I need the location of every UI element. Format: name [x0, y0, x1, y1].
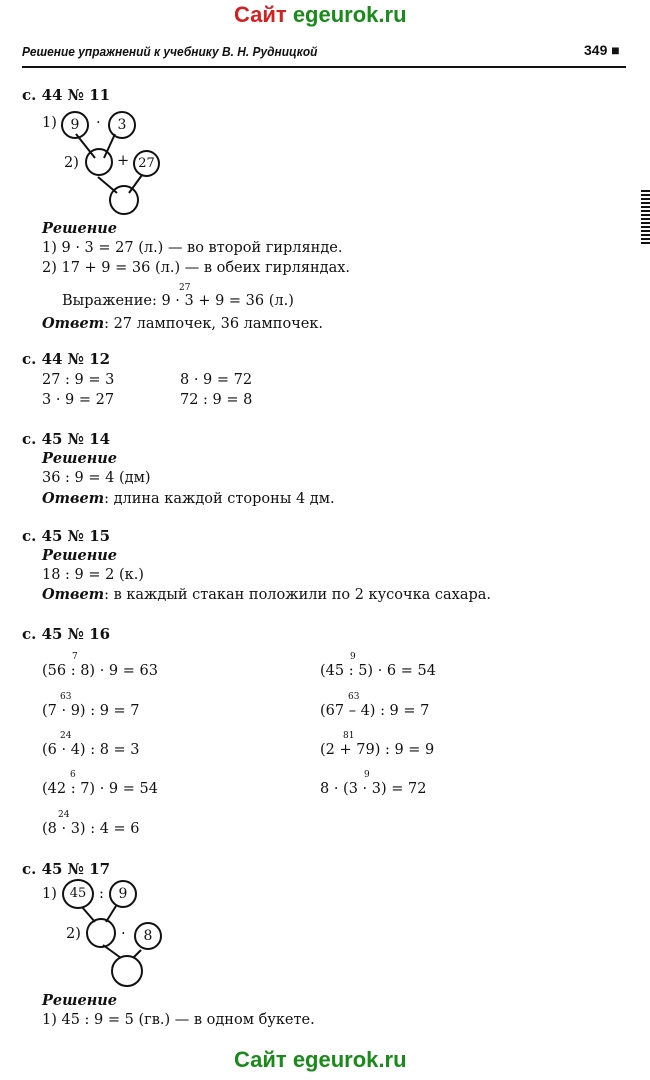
ex12-row2: 3 · 9 = 27	[42, 392, 115, 408]
ex11-circle-result	[109, 185, 139, 215]
ex11-circle-a: 9	[61, 111, 89, 139]
ex16-right-sup-2: 63	[348, 692, 360, 702]
ex17-circle-empty-1	[86, 918, 116, 948]
ex16-left-sup-5: 24	[58, 810, 70, 820]
ex16-left-expr-1: (56 : 8) · 9 = 63	[42, 663, 158, 679]
ex14-line1: 36 : 9 = 4 (дм)	[42, 470, 151, 486]
ex17-circle-a: 45	[62, 879, 94, 909]
ex16-right-expr-3: (2 + 79) : 9 = 9	[320, 742, 435, 758]
ex11-circle-c: 27	[133, 150, 160, 177]
ex16-left-expr-3: (6 · 4) : 8 = 3	[42, 742, 140, 758]
ex11-circle-empty-1	[85, 148, 113, 176]
ex11-answer: Ответ: 27 лампочек, 36 лампочек.	[42, 315, 324, 332]
ex17-diagram-op2: ·	[121, 926, 126, 942]
ex17-diagram-step1: 1)	[42, 886, 57, 902]
ex16-left-sup-2: 63	[60, 692, 72, 702]
site-banner-top: Сайт egeurok.ru	[234, 2, 407, 27]
ex16-right-expr-2: (67 – 4) : 9 = 7	[320, 703, 430, 719]
ex14-answer: Ответ: длина каждой стороны 4 дм.	[42, 490, 335, 507]
ex16-left-sup-3: 24	[60, 731, 72, 741]
ex16-left-expr-5: (8 · 3) : 4 = 6	[42, 821, 140, 837]
ex11-expression: Выражение: 9 · 3 + 9 = 36 (л.)	[62, 293, 294, 309]
site-banner-bottom: Сайт egeurok.ru	[234, 1047, 407, 1072]
ex14-solution-heading: Решение	[42, 450, 118, 467]
ex11-diagram-op2: +	[117, 153, 130, 169]
ex16-right-expr-4: 8 · (3 · 3) = 72	[320, 781, 427, 797]
page-number: 349 ■	[584, 42, 620, 58]
ex16-label: с. 45 № 16	[22, 625, 111, 643]
ex12-row3: 8 · 9 = 72	[180, 372, 253, 388]
ex17-circle-b: 9	[109, 880, 137, 908]
ex17-diagram-op1: :	[99, 886, 104, 902]
ex16-right-sup-4: 9	[364, 770, 370, 780]
ex11-diagram-op1: ·	[96, 115, 101, 131]
ex15-label: с. 45 № 15	[22, 527, 111, 545]
ex11-diagram-step1: 1)	[42, 115, 57, 131]
ex16-right-expr-1: (45 : 5) · 6 = 54	[320, 663, 436, 679]
ex11-line2: 2) 17 + 9 = 36 (л.) — в обеих гирляндах.	[42, 260, 351, 276]
ex17-solution-heading: Решение	[42, 992, 118, 1009]
ex15-solution-heading: Решение	[42, 547, 118, 564]
ex11-circle-b: 3	[108, 111, 136, 139]
ex16-left-expr-4: (42 : 7) · 9 = 54	[42, 781, 158, 797]
ex16-right-sup-1: 9	[350, 652, 356, 662]
ex15-answer: Ответ: в каждый стакан положили по 2 кусочка сахара.	[42, 586, 492, 603]
ex12-row1: 27 : 9 = 3	[42, 372, 115, 388]
ex16-right-sup-3: 81	[343, 731, 355, 741]
ex17-diagram-step2: 2)	[66, 926, 81, 942]
ex14-label: с. 45 № 14	[22, 430, 111, 448]
ex11-diagram-step2: 2)	[64, 155, 79, 171]
ex11-line1: 1) 9 · 3 = 27 (л.) — во второй гирлянде.	[42, 240, 343, 256]
ex17-circle-result	[111, 955, 143, 987]
ex11-solution-heading: Решение	[42, 220, 118, 237]
ex17-line1: 1) 45 : 9 = 5 (гв.) — в одном букете.	[42, 1012, 315, 1028]
ex15-line1: 18 : 9 = 2 (к.)	[42, 567, 144, 583]
ex12-row4: 72 : 9 = 8	[180, 392, 253, 408]
ex17-label: с. 45 № 17	[22, 860, 111, 878]
ex12-label: с. 44 № 12	[22, 350, 111, 368]
ex17-circle-c: 8	[134, 922, 162, 950]
ex11-label: с. 44 № 11	[22, 86, 111, 104]
ex11-expr-sup: 27	[179, 283, 191, 293]
running-header-title: Решение упражнений к учебнику В. Н. Рудницкой	[22, 44, 318, 59]
ex16-left-sup-4: 6	[70, 770, 76, 780]
ex16-left-sup-1: 7	[72, 652, 78, 662]
ex16-left-expr-2: (7 · 9) : 9 = 7	[42, 703, 140, 719]
